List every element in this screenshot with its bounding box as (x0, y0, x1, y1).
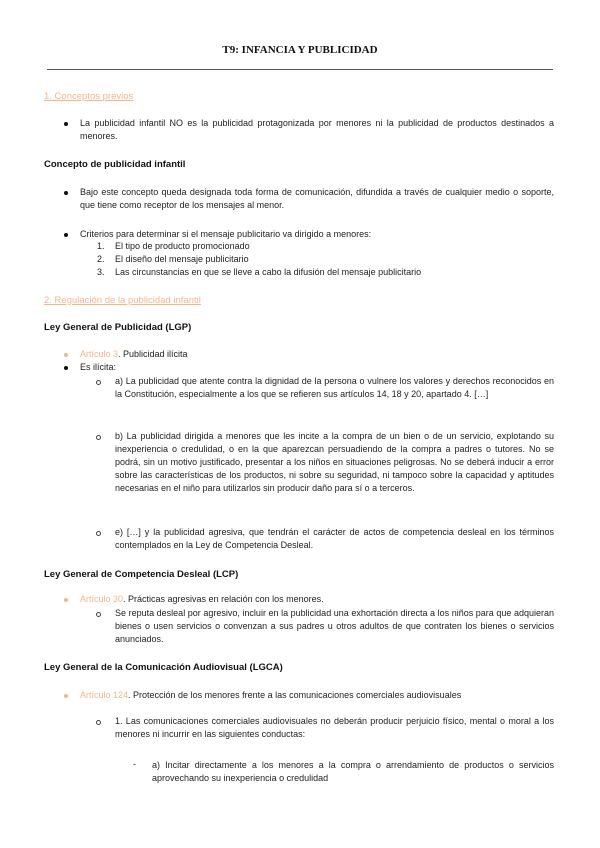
paragraph: Criterios para determinar si el mensaje publicitario va dirigido a menores: (80, 229, 372, 239)
dash-bullet: - (133, 759, 136, 769)
article-link[interactable]: Artículo 30 (80, 594, 124, 604)
paragraph: a) Incitar directamente a los menores a la compra o arrendamiento de productos o servicios aprovechando su inexperiencia o credulidad (152, 760, 554, 783)
list-item: Las circunstancias en que se lleve a cabo la difusión del mensaje publicitario (115, 267, 422, 277)
sub-bullet-icon (96, 720, 101, 725)
bullet-icon (64, 366, 68, 370)
article-link[interactable]: Artículo 124 (80, 690, 129, 700)
list-item: El diseño del mensaje publicitario (115, 254, 249, 264)
subheading-lcp: Ley General de Competencia Desleal (LCP) (44, 569, 239, 580)
article-title: . Prácticas agresivas en relación con los menores. (123, 594, 324, 604)
list-item: El tipo de producto promocionado (115, 241, 250, 251)
page-title: T9: INFANCIA Y PUBLICIDAD (222, 44, 378, 56)
paragraph: b) La publicidad dirigida a menores que les incite a la compra de un bien o de un servicio, explotando su inexperiencia o credulidad, o en la que aparezcan persuadiendo de la compra a padres o tutores. No se podrá, sin un motivo justificado, presentar a los niños en situaciones peligrosas. No se deberá inducir a error sobre las características de los productos, ni sobre su seguridad, ni tampoco sobre la capacidad y aptitudes necesarias en el niño para utilizarlos sin producir daño para sí o a terceros. (115, 431, 554, 493)
bullet-icon (64, 191, 68, 195)
sub-bullet-icon (96, 435, 101, 440)
article-line (80, 348, 554, 361)
title-divider (47, 69, 553, 70)
list-number: 1. (97, 241, 105, 251)
bullet-icon (64, 694, 68, 698)
subheading-concepto: Concepto de publicidad infantil (44, 159, 186, 170)
article-title: . Protección de los menores frente a las comunicaciones comerciales audiovisuales (128, 690, 462, 700)
sub-bullet-icon (96, 612, 101, 617)
bullet-icon (64, 353, 68, 357)
bullet-icon (64, 122, 68, 126)
section-heading-2[interactable]: 2. Regulación de la publicidad infantil (44, 295, 201, 306)
bullet-icon (64, 598, 68, 602)
article-title: . Publicidad ilícita (118, 349, 188, 359)
subheading-lgca: Ley General de la Comunicación Audiovisual (LGCA) (44, 662, 283, 673)
article-line (80, 593, 554, 606)
paragraph: Es ilícita: (80, 362, 117, 372)
bullet-icon (64, 233, 68, 237)
sub-bullet-icon (96, 531, 101, 536)
article-line (80, 689, 554, 702)
paragraph: La publicidad infantil NO es la publicidad protagonizada por menores ni la publicidad de productos destinados a menores. (80, 118, 554, 141)
paragraph: e) […] y la publicidad agresiva, que tendrán el carácter de actos de competencia desleal en los términos contemplados en la Ley de Competencia Desleal. (115, 527, 554, 550)
sub-bullet-icon (96, 380, 101, 385)
list-number: 2. (97, 254, 105, 264)
paragraph: Bajo este concepto queda designada toda forma de comunicación, difundida a través de cualquier medio o soporte, que tiene como receptor de los mensajes al menor. (80, 187, 554, 210)
paragraph: a) La publicidad que atente contra la dignidad de la persona o vulnere los valores y derechos reconocidos en la Constitución, especialmente a los que se refieren sus artículos 14, 18 y 20, apartado 4. […] (115, 376, 554, 399)
article-link[interactable]: Artículo 3 (80, 349, 119, 359)
paragraph: 1. Las comunicaciones comerciales audiovisuales no deberán producir perjuicio físico, mental o moral a los menores ni incurrir en las siguientes conductas: (115, 716, 554, 739)
list-number: 3. (97, 267, 105, 277)
section-heading-1[interactable]: 1. Conceptos previos (44, 91, 134, 102)
paragraph: Se reputa desleal por agresivo, incluir en la publicidad una exhortación directa a los niños para que adquieran bienes o usen servicios o convenzan a sus padres u otros adultos de que contraten los bienes o servicios anunciados. (115, 608, 554, 644)
subheading-lgp: Ley General de Publicidad (LGP) (44, 322, 192, 333)
